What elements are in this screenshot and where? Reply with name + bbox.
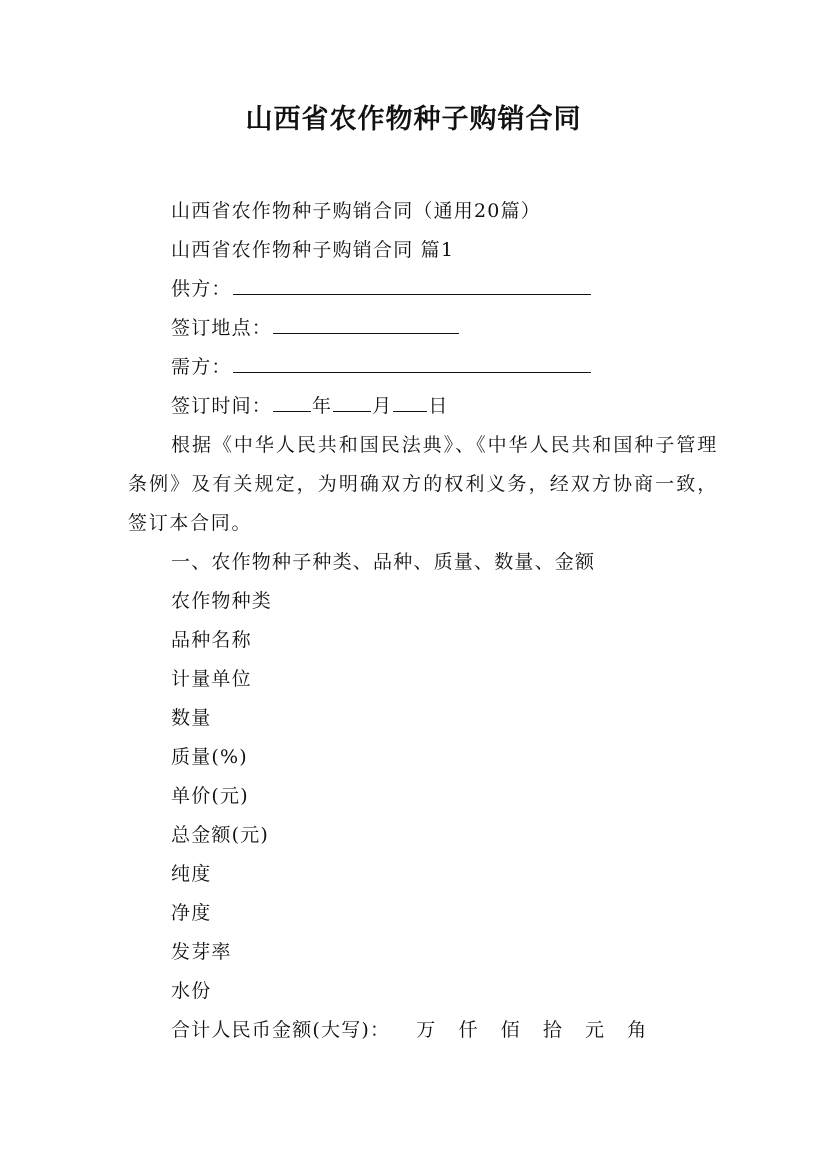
unit-bai: 佰 <box>500 1019 521 1041</box>
document-subtitle: 山西省农作物种子购销合同（通用20篇） <box>171 200 541 222</box>
document-body <box>128 192 718 1050</box>
supplier-line <box>128 270 718 309</box>
item-line: 品种名称 <box>171 629 252 651</box>
item-line: 纯度 <box>171 863 212 885</box>
unit-jiao: 角 <box>627 1019 648 1041</box>
clause-1-heading: 一、农作物种子种类、品种、质量、数量、金额 <box>171 551 596 573</box>
supplier-blank <box>233 272 591 295</box>
item-line: 数量 <box>171 707 212 729</box>
supplier-label: 供方： <box>171 278 232 300</box>
item-line: 单价(元) <box>171 785 249 807</box>
unit-wan: 万 <box>416 1019 437 1041</box>
section-heading: 山西省农作物种子购销合同 篇1 <box>171 239 455 261</box>
total-amount-line <box>128 1011 718 1050</box>
buyer-line <box>128 348 718 387</box>
total-amount-label: 合计人民币金额(大写)： <box>171 1019 391 1041</box>
buyer-label: 需方： <box>171 356 232 378</box>
item-line: 计量单位 <box>171 668 252 690</box>
day-label: 日 <box>428 395 449 417</box>
sign-place-label: 签订地点： <box>171 317 273 339</box>
year-blank <box>273 389 311 412</box>
sign-place-blank <box>273 311 459 334</box>
item-line: 总金额(元) <box>171 824 270 846</box>
item-line: 发芽率 <box>171 941 232 963</box>
sign-time-line <box>128 387 718 426</box>
month-label: 月 <box>372 395 393 417</box>
item-line: 质量(%) <box>171 746 248 768</box>
document-title: 山西省农作物种子购销合同 <box>245 104 582 135</box>
item-line: 农作物种类 <box>171 590 273 612</box>
item-line: 净度 <box>171 902 212 924</box>
unit-qian: 仟 <box>458 1019 479 1041</box>
sign-place-line <box>128 309 718 348</box>
year-label: 年 <box>312 395 333 417</box>
sign-time-label: 签订时间： <box>171 395 273 417</box>
month-blank <box>333 389 371 412</box>
buyer-blank <box>233 350 591 373</box>
intro-paragraph: 根据《中华人民共和国民法典》、《中华人民共和国种子管理条例》及有关规定，为明确双方的权利义务，经双方协商一致，签订本合同。 <box>128 434 718 534</box>
unit-shi: 拾 <box>542 1019 564 1041</box>
unit-yuan: 元 <box>585 1019 606 1041</box>
day-blank <box>393 389 427 412</box>
item-line: 水份 <box>171 980 212 1002</box>
